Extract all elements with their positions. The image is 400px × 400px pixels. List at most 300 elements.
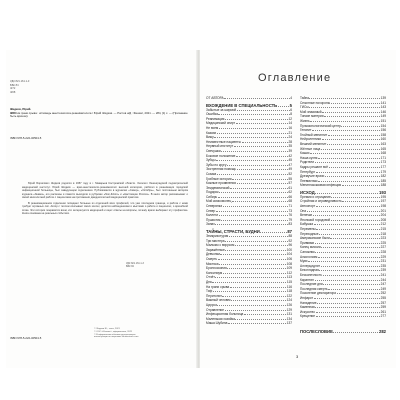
toc-entry-page: 257 [380,300,386,305]
toc-entry-page: 229 [380,254,386,259]
toc-entry-title: Ошибка [206,112,218,117]
toc-entry-title: Муки [300,259,308,264]
toc-entry-title: Инфаркт [300,295,314,300]
toc-entry-page: 163 [380,141,386,146]
toc-entry-title: Три мистера [206,238,225,243]
toc-dot-leader [244,314,286,315]
toc-dot-leader [324,116,380,117]
toc-entry-title: Искусство [300,309,315,314]
toc-entry-title: Вижу [206,135,214,140]
toc-entry-page: 124 [286,298,292,303]
toc-entry-page: 24 [288,135,292,140]
toc-dot-leader [308,261,380,262]
toc-entry-page: 126 [286,302,292,307]
toc-entry-title: Север [206,208,216,213]
toc-entry-title: Отравление [206,307,225,312]
toc-entry-page: 197 [380,199,386,204]
toc-dot-leader [314,224,380,225]
toc-dot-leader [318,158,380,159]
toc-entry-title: Не всем [206,125,219,130]
classification-code: УДК 821.161.1-3 [10,80,30,83]
toc-entry-title: Алкоголизм [300,254,318,259]
toc-entry-page: 61 [288,185,292,190]
toc-entry-title: Медицинский спирт [206,121,236,126]
toc-entry-page: 39 [288,148,292,153]
toc-entry-page: 55 [288,176,292,181]
toc-entry-page: 106 [286,257,292,261]
toc-dot-leader [316,206,380,207]
toc-entry-title: Пневмотакс [300,178,318,183]
toc-entry-title: Девчонки [206,252,220,257]
classification-code: ББК 84 [10,83,19,87]
toc-entry-page: 88 [288,234,292,239]
toc-entry-title: Менингококковая инфекция [300,183,342,188]
toc-entry-page: 137 [286,321,292,326]
toc-entry-title: Эпикризотурия [206,234,229,239]
toc-entry-page: 139 [380,96,386,100]
toc-entry-title: Последняя смерть [300,286,328,291]
toc-entry-page: 108 [286,261,292,266]
toc-entry-page: 252 [380,291,386,296]
toc-entry-title: Прививки [300,240,315,245]
record-description: На грани срыва : исповедь анестезиолога-реаниматолога / Юрий Жидков. — Ростов н/Д : Феникс, 2021. — 284, [1] с. — (Признание быть врачом). [10,110,188,119]
toc-entry-page: 143 [380,105,386,110]
toc-entry-title: Кошки [300,151,310,156]
toc-entry-title: Жёлтые лица [300,146,321,151]
toc-entry-page: 71 [288,204,292,209]
toc-entry-page: 171 [380,155,386,160]
toc-entry-title: Кадры решают всё [300,164,329,169]
toc-entry-page: 66 [288,194,292,199]
toc-dot-leader [216,211,288,212]
toc-entry-page: 52 [288,171,292,176]
toc-entry-title: Премии и отрицание [300,194,331,199]
toc-section-heading[interactable] [300,329,386,334]
toc-entry-title: Забытые за ширмой [206,107,237,112]
toc-entry-page: 109 [286,266,292,271]
toc-entry-title: Тайна [300,96,309,100]
toc-entry-title: ИСХОД [300,189,315,195]
toc-entry-title: ГИСы [300,105,309,110]
toc-entry-page: 57 [288,181,292,186]
isbn-bottom: ISBN 978-5-222-32504-5 [10,336,42,340]
toc-entry-title: Мой знакомый [300,109,322,114]
toc-entry-title: Нервный институт [206,144,234,149]
toc-dot-leader [260,232,286,233]
toc-entry-page: 277 [380,314,386,319]
toc-dot-leader [328,289,380,290]
toc-dot-leader [237,183,288,184]
toc-entry-title: Заражённые [206,247,225,252]
toc-entry-page: 47 [288,162,292,167]
toc-entry-title: Неизвестные пациенты [206,139,241,144]
toc-entry-title: Дна [206,279,212,284]
toc-entry-page: 231 [380,259,386,264]
toc-entry-page: 247 [380,282,386,287]
toc-entry-title: Отчёт [206,275,215,280]
toc-entry-page: 83 [288,222,292,227]
record-author: Жидков, Юрий. [10,107,32,111]
toc-entry-title: Последние дни [300,282,323,287]
toc-entry-page: 261 [380,309,386,314]
toc-entry-title: ТАЙНЫ, СТРАСТИ, БУДНИ [206,229,260,235]
toc-entry-page: 4 [290,96,292,100]
toc-entry-page: 104 [286,252,292,257]
toc-dot-leader [316,316,380,317]
copyright-line: иллюстрации по лицензии Shutterstock.com [94,336,139,339]
toc-entry-title: Нападение [300,300,317,305]
toc-dot-leader [227,165,288,166]
toc-entry-page: 282 [379,328,386,334]
toc-entry-page: 179 [380,169,386,174]
left-page [6,50,198,368]
toc-entry-page: 76 [288,213,292,218]
toc-dot-leader [225,119,288,120]
toc-entry-title: Безоглядная [300,268,319,273]
toc-dot-leader [310,153,380,154]
toc-dot-leader [315,280,381,281]
toc-dot-leader [309,107,380,108]
toc-entry-title: Нейролептики [300,137,322,142]
right-page [200,50,396,368]
toc-entry-page: 87 [287,229,292,235]
toc-dot-leader [235,319,286,320]
toc-dot-leader [315,252,380,253]
toc-entry-title: Перемены [300,227,316,232]
toc-entry-title: Петербург [300,169,316,174]
toc-entry-title: Тонкие материи [300,114,324,119]
toc-dot-leader [228,323,286,324]
toc-entry-title: Пушистик [206,217,221,222]
toc-entry-title: ОТ АВТОРА [206,96,224,100]
toc-entry-title: Маленькая хозяйка [206,316,235,321]
toc-entry-title: Важный человек [206,298,231,303]
toc-entry-page: 115 [286,279,292,284]
toc-dot-leader [218,259,286,260]
toc-dot-leader [242,142,288,143]
toc-entry-title: Мистика [206,261,219,266]
toc-dot-leader [329,167,380,168]
toc-dot-leader [234,146,288,147]
toc-entry-page: 21 [288,130,292,135]
toc-entry-title: Карантин [300,277,314,282]
toc-entry-page: 241 [380,272,386,277]
toc-entry-page: 146 [380,109,386,114]
toc-entry-page: 154 [380,123,386,128]
toc-entry-page: 28 [288,139,292,144]
toc-dot-leader [342,201,380,202]
record-code: Ж68 [10,110,16,115]
toc-entry-title: Северянка [206,204,222,209]
toc-entry-title: Грибные истории [206,176,232,181]
toc-entry-page: 16 [288,125,292,130]
toc-entry-page: 122 [286,293,292,298]
toc-entry-page: 118 [286,289,292,294]
toc-dot-leader [230,287,287,288]
toc-dot-leader [316,172,380,173]
toc-entry-title: Экстренная помощь [206,167,236,172]
toc-dot-leader [229,236,288,237]
toc-entry-title: Сказка [206,171,217,176]
toc-dot-leader [217,305,286,306]
book-spread [0,50,400,370]
toc-entry-title: Сезонные похороны [300,100,331,105]
toc-entry-page: 151 [380,118,386,123]
toc-entry-page: 92 [288,238,292,243]
toc-entry-page: 42 [288,153,292,158]
classification-codes [10,80,29,94]
toc-dot-leader [219,192,288,193]
toc-entry-title: ВХОЖДЕНИЕ В СПЕЦИАЛЬНОСТЬ [206,102,278,108]
toc-dot-leader [342,185,380,186]
toc-dot-leader [212,282,286,283]
classification-code: Ж72 [10,87,16,91]
classification-code: УДК 821.161.1-3 [126,262,144,265]
toc-dot-leader [237,107,292,112]
toc-entry-page: 134 [286,316,292,321]
toc-dot-leader [315,307,380,308]
toc-dot-leader [315,243,380,244]
toc-dot-leader [227,268,286,269]
copyright-line: © В оформлении обложки использованы [94,333,136,336]
toc-dot-leader [323,275,380,276]
toc-dot-leader [230,188,288,189]
toc-entry-page: 73 [288,208,292,213]
toc-dot-leader [318,181,380,182]
toc-entry-page: 100 [286,247,292,252]
toc-entry-page: 62 [288,190,292,195]
toc-dot-leader [307,211,380,212]
toc-dot-leader [331,220,380,221]
toc-entry-page: 228 [380,250,386,254]
toc-entry-page: 223 [380,236,386,241]
toc-entry-page: 218 [380,231,386,236]
toc-entry-title: Боковое положение [206,153,236,158]
toc-entry-title: Зубцы [206,158,216,163]
annotation-paragraph: Юрий Борисович Жидков родился в 1957 году в г. Макарьев Костромской области. Окончил Ленинградский педиатрический медицинский институт. Юрий Жидков — врач-анестезиолог-реаниматолог высшей категории, работал в реанимации городской инфекционной больницы, был заведующим отделением. Публиковался в журналах «Север», «Октябрь», был постоянным автором журнала «Знамя», его рассказы и повести выходили в рубриках «Non-fiction» и «Настоящие Россия». В книге автор рассказывает о своей многолетней работе с пациентами на протяжении двадцатилетней медицинской практики. [22,182,188,199]
toc-dot-leader [315,162,380,163]
toc-dot-leader [215,277,286,278]
toc-entry-title: Сибирь [206,194,218,199]
toc-entry-title: Мальчик с вирусом [206,243,235,248]
toc-entry-page: 188 [380,183,386,188]
toc-entry[interactable] [206,321,292,326]
toc-dot-leader [225,241,288,242]
toc-dot-leader [310,121,380,122]
toc-dot-leader [215,224,287,225]
toc-entry-title: Свечушки [206,148,221,153]
toc-entry-title: Гнойный менингит [300,132,328,137]
toc-entry-page: 96 [288,243,292,248]
toc-entry-title: На грани срыва [206,284,230,289]
toc-dot-leader [313,215,380,216]
toc-entry-page: 182 [380,174,386,179]
toc-column-2 [300,96,386,334]
copyright-line: © ООО «Феникс», оформление, 2021 [94,330,133,333]
toc-entry-page: 165 [380,146,386,151]
toc-entry-page: 35 [288,144,292,149]
toc-dot-leader [232,179,288,180]
toc-dot-leader [322,139,380,140]
toc-dot-leader [219,215,288,216]
toc-entry-page: 255 [380,295,386,300]
toc-dot-leader [312,130,380,131]
isbn-top: ISBN 978-5-222-32504-5 [10,136,42,140]
toc-entry-title: Родители [300,160,315,165]
toc-entry-page: 14 [288,121,292,126]
toc-entry-page: 68 [288,199,292,204]
toc-dot-leader [319,234,380,235]
toc-entry-page: 149 [380,114,386,119]
toc-dot-leader [328,135,380,136]
toc-dot-leader [327,144,380,145]
copyright-block [94,328,184,339]
toc-dot-leader [217,174,288,175]
toc-dot-leader [317,303,380,304]
toc-dot-leader [325,176,380,177]
toc-entry-title: Поколение декларатора [300,291,336,296]
annotation-paragraph: В реанимационном отделении попадают больные из отделений всех профилей, это уже последняя граница, и работа с ними требует огромных сил. Автор с теплом описывает своих коллег, делится наблюдениями и мыслями о работе и пациентах, о врачебной этике. Эти истории понравятся всем, кто интересуется медициной и ищет ответы на вопросы, почему врачи выбирают эту профессию. Книга основана на реальных событиях. [22,201,188,215]
toc-entry-page: 227 [380,245,386,250]
toc-entry-title: Стройная и справедливость [300,199,342,204]
toc-entry-page: 79 [288,217,292,222]
toc-dot-leader [235,245,288,246]
toc-dot-leader [316,312,381,313]
classification-code: ББК 84 [126,265,134,269]
toc-entry-page: 204 [380,213,386,218]
toc-dot-leader [214,137,288,138]
toc-entry-page: 185 [380,178,386,183]
toc-entry-title: ПОСЛЕСЛОВИЕ [300,328,333,334]
toc-entry-page: 212 [380,222,386,227]
toc-dot-leader [315,193,378,194]
toc-entry-title: Подарок [206,190,219,195]
toc-dot-leader [223,206,288,207]
toc-entry-title: Каменная [300,305,315,310]
toc-dot-leader [219,128,288,129]
toc-dot-leader [322,112,380,113]
toc-dot-leader [323,284,380,285]
toc-dot-leader [232,201,288,202]
toc-entry-title: Аллерцидлит [300,263,320,268]
toc-dot-leader [217,133,288,134]
toc-entry-title: Венечки [300,213,313,218]
toc-entry-page: 5 [289,102,292,108]
toc-dot-leader [316,229,380,230]
toc-entry-title: Крещение [300,314,316,319]
toc-entry-title: Гепатит [300,128,312,133]
classification-code: Ж68 [10,90,16,94]
toc-entry-page: 201 [380,208,386,213]
toc-entry-title: Бесконечность [300,272,322,277]
toc-entry-title: Реанимация [206,116,225,121]
toc-dot-leader [333,332,378,333]
toc-entry-title: Перитонит [206,293,222,298]
toc-entry-title: Запах [206,222,215,227]
toc-dot-leader [319,270,380,271]
toc-entry-title: Она [300,208,307,213]
toc-entry-page: 112 [286,270,292,275]
toc-dot-leader [321,149,380,150]
toc-entry-page: 244 [380,277,386,282]
copyright-line: © Жидков Ю., текст, 2021 [94,328,120,330]
toc-entry-page: 45 [288,158,292,163]
toc-dot-leader [341,126,380,127]
toc-entry-title: Маша Шубина [206,321,228,326]
toc-dot-leader [224,98,289,99]
toc-entry-page: 131 [286,312,292,317]
toc-entry-title: Эпидемический [206,185,230,190]
toc-dot-leader [220,254,286,255]
toc-entry-page: 113 [286,275,292,280]
toc-dot-leader [219,264,286,265]
toc-dot-leader [216,160,288,161]
toc-entry-title: Автоспорт [300,204,316,209]
toc-dot-leader [278,106,289,107]
toc-entry-title: Консилиум [206,270,223,275]
toc-entry-page: 141 [380,100,386,105]
toc-entry[interactable] [206,96,292,101]
toc-dot-leader [236,156,288,157]
page-number: 3 [296,354,299,359]
toc-entry-page: 6 [290,107,292,112]
toc-entry-title: Смерть [206,257,218,261]
toc-entry-title: Цирроз [206,302,217,307]
toc-column-1 [206,96,292,326]
toc-dot-leader [218,197,288,198]
toc-entry-title: Дремучие врачи [300,174,325,179]
toc-entry-page: 12 [288,116,292,121]
toc-entry[interactable] [206,222,292,227]
toc-entry-title: Казахи [206,130,217,135]
toc-entry-page: 195 [380,194,386,199]
toc-entry-title: Сапожник [300,250,315,254]
toc-entry-page: 239 [380,268,386,273]
toc-entry-page: 129 [286,307,292,312]
toc-entry-page: 249 [380,286,386,291]
toc-title: Оглавление [258,72,332,84]
toc-dot-leader [222,296,286,297]
toc-entry[interactable] [300,183,386,188]
toc-entry-title: Вешний менингит [300,141,327,146]
toc-dot-leader [337,293,381,294]
toc-dot-leader [237,169,288,170]
toc-entry-page: 173 [380,160,386,165]
toc-spacer [300,319,386,327]
toc-entry-page: 116 [286,284,292,289]
toc-dot-leader [318,257,380,258]
toc-entry-title: Инфекционная больница [206,312,244,317]
toc-entry-page: 8 [290,112,292,117]
toc-entry-title: Зубы по кругу [206,162,227,167]
toc-dot-leader [231,300,286,301]
toc-entry-title: Бабушка [300,222,314,227]
toc-entry-page: 160 [380,137,386,142]
toc-entry-page: 225 [380,240,386,245]
toc-dot-leader [218,114,289,115]
toc-dot-leader [331,103,380,104]
toc-dot-leader [223,273,287,274]
toc-dot-leader [331,197,380,198]
toc-dot-leader [314,298,380,299]
toc-entry-title: Жизнь [300,118,310,123]
toc-entry-page: 156 [380,128,386,133]
toc-dot-leader [236,123,288,124]
toc-dot-leader [225,250,286,251]
toc-entry-title: Пульмонологический центр [300,123,341,128]
toc-entry-page: 259 [380,305,386,310]
toc-dot-leader [213,291,287,292]
